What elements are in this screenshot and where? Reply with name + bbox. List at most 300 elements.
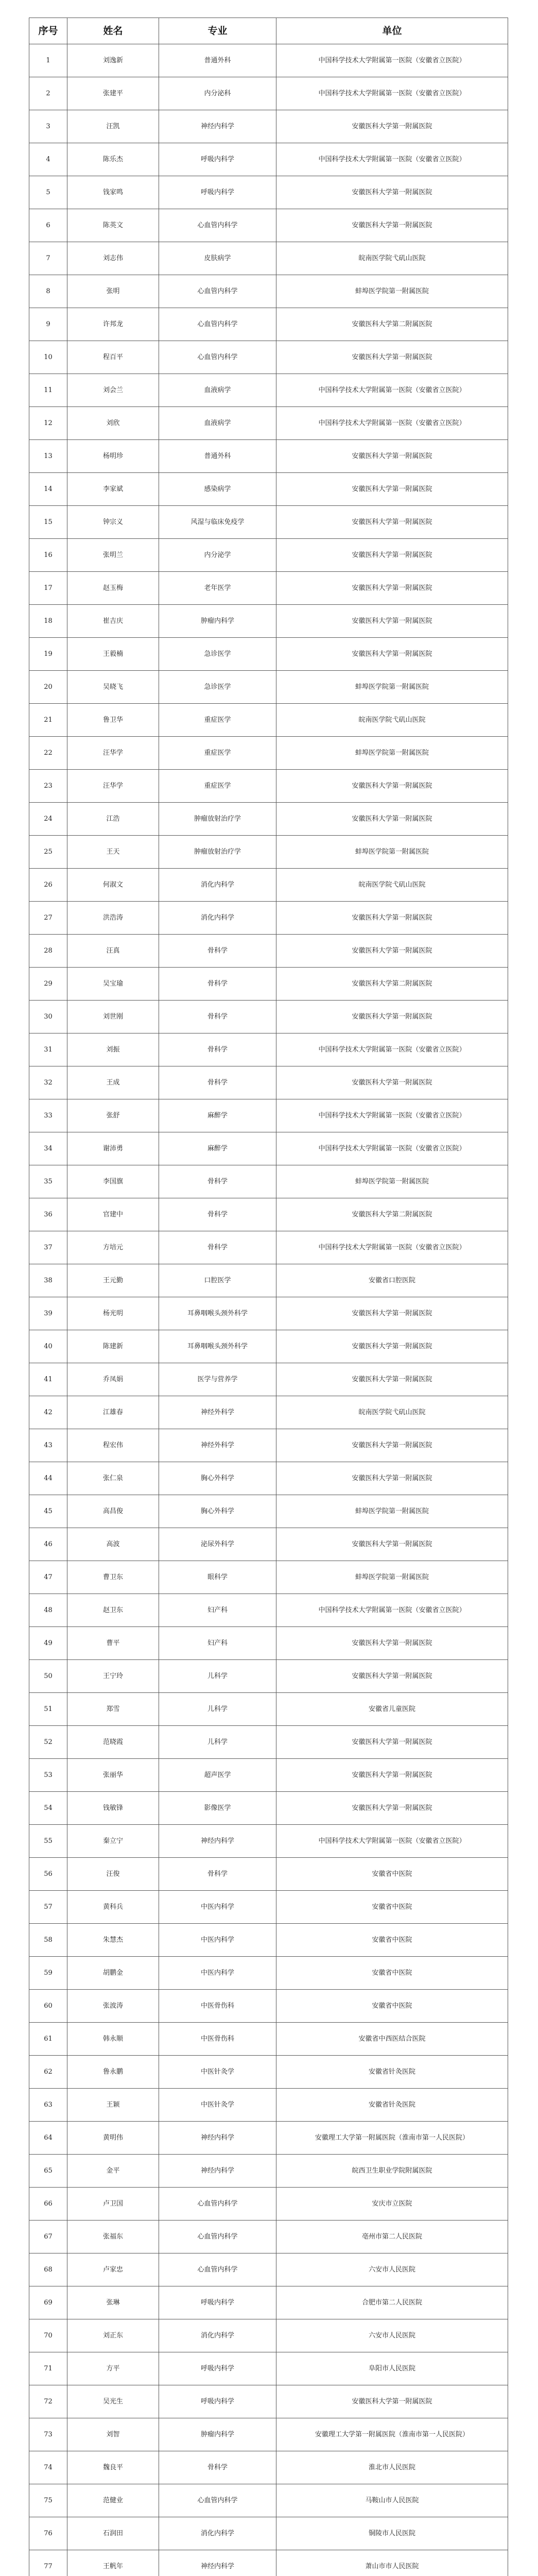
cell-specialty: 血液病学 bbox=[159, 407, 276, 440]
table-row bbox=[29, 1594, 508, 1627]
cell-unit: 合肥市第二人民医院 bbox=[276, 2286, 508, 2319]
cell-index: 49 bbox=[29, 1627, 67, 1660]
cell-unit: 安徽省中医院 bbox=[276, 1990, 508, 2023]
cell-name: 钱敏锋 bbox=[67, 1792, 159, 1825]
cell-index: 50 bbox=[29, 1660, 67, 1693]
cell-specialty: 呼吸内科学 bbox=[159, 2352, 276, 2385]
cell-unit: 中国科学技术大学附属第一医院（安徽省立医院） bbox=[276, 1132, 508, 1165]
table-row bbox=[29, 143, 508, 176]
table-row bbox=[29, 1924, 508, 1957]
cell-index: 74 bbox=[29, 2451, 67, 2484]
cell-specialty: 骨科学 bbox=[159, 968, 276, 1001]
cell-specialty: 中医骨伤科 bbox=[159, 1990, 276, 2023]
cell-unit: 蚌埠医学院第一附属医院 bbox=[276, 671, 508, 704]
cell-index: 13 bbox=[29, 440, 67, 473]
table-row bbox=[29, 77, 508, 110]
cell-name: 张明 bbox=[67, 275, 159, 308]
cell-name: 江浩 bbox=[67, 803, 159, 836]
table-row bbox=[29, 737, 508, 770]
cell-unit: 中国科学技术大学附属第一医院（安徽省立医院） bbox=[276, 143, 508, 176]
cell-unit: 中国科学技术大学附属第一医院（安徽省立医院） bbox=[276, 1825, 508, 1858]
cell-specialty: 骨科学 bbox=[159, 1231, 276, 1264]
cell-name: 许邦龙 bbox=[67, 308, 159, 341]
cell-specialty: 骨科学 bbox=[159, 1198, 276, 1231]
cell-unit: 安徽医科大学第二附属医院 bbox=[276, 1198, 508, 1231]
cell-index: 25 bbox=[29, 836, 67, 869]
cell-index: 16 bbox=[29, 539, 67, 572]
cell-index: 70 bbox=[29, 2319, 67, 2352]
table-row bbox=[29, 2089, 508, 2122]
cell-unit: 安徽省针灸医院 bbox=[276, 2089, 508, 2122]
cell-unit: 皖南医学院弋矶山医院 bbox=[276, 242, 508, 275]
cell-name: 崔吉庆 bbox=[67, 605, 159, 638]
cell-index: 56 bbox=[29, 1858, 67, 1891]
cell-index: 73 bbox=[29, 2418, 67, 2451]
cell-specialty: 医学与营养学 bbox=[159, 1363, 276, 1396]
cell-index: 60 bbox=[29, 1990, 67, 2023]
table-row bbox=[29, 1330, 508, 1363]
table-row bbox=[29, 572, 508, 605]
cell-specialty: 儿科学 bbox=[159, 1660, 276, 1693]
cell-name: 杨光明 bbox=[67, 1297, 159, 1330]
table-row bbox=[29, 2155, 508, 2188]
cell-name: 秦立宁 bbox=[67, 1825, 159, 1858]
cell-name: 刘正东 bbox=[67, 2319, 159, 2352]
table-row bbox=[29, 473, 508, 506]
cell-index: 1 bbox=[29, 44, 67, 77]
cell-index: 39 bbox=[29, 1297, 67, 1330]
table-row bbox=[29, 1429, 508, 1462]
cell-name: 张波涛 bbox=[67, 1990, 159, 2023]
table-row bbox=[29, 1231, 508, 1264]
cell-unit: 安徽医科大学第一附属医院 bbox=[276, 473, 508, 506]
cell-specialty: 感染病学 bbox=[159, 473, 276, 506]
cell-index: 9 bbox=[29, 308, 67, 341]
cell-unit: 中国科学技术大学附属第一医院（安徽省立医院） bbox=[276, 1231, 508, 1264]
header-specialty: 专业 bbox=[159, 18, 276, 44]
cell-unit: 安徽省儿童医院 bbox=[276, 1693, 508, 1726]
table-row bbox=[29, 275, 508, 308]
cell-index: 65 bbox=[29, 2155, 67, 2188]
table-row bbox=[29, 1693, 508, 1726]
cell-index: 61 bbox=[29, 2023, 67, 2056]
cell-index: 31 bbox=[29, 1033, 67, 1066]
cell-name: 王成 bbox=[67, 1066, 159, 1099]
cell-index: 69 bbox=[29, 2286, 67, 2319]
table-row bbox=[29, 1792, 508, 1825]
cell-name: 胡鹏金 bbox=[67, 1957, 159, 1990]
cell-unit: 蚌埠医学院第一附属医院 bbox=[276, 1561, 508, 1594]
table-row bbox=[29, 1627, 508, 1660]
cell-specialty: 普通外科 bbox=[159, 44, 276, 77]
cell-specialty: 麻醉学 bbox=[159, 1099, 276, 1132]
cell-name: 汪凯 bbox=[67, 110, 159, 143]
cell-unit: 六安市人民医院 bbox=[276, 2253, 508, 2286]
cell-specialty: 呼吸内科学 bbox=[159, 2385, 276, 2418]
cell-name: 何淑文 bbox=[67, 869, 159, 902]
cell-index: 72 bbox=[29, 2385, 67, 2418]
cell-specialty: 耳鼻咽喉头颈外科学 bbox=[159, 1330, 276, 1363]
table-row bbox=[29, 1066, 508, 1099]
cell-unit: 安徽医科大学第一附属医院 bbox=[276, 440, 508, 473]
cell-specialty: 重症医学 bbox=[159, 704, 276, 737]
cell-unit: 安徽省中西医结合医院 bbox=[276, 2023, 508, 2056]
cell-specialty: 妇产科 bbox=[159, 1627, 276, 1660]
table-row bbox=[29, 2451, 508, 2484]
cell-unit: 安徽医科大学第一附属医院 bbox=[276, 770, 508, 803]
cell-index: 62 bbox=[29, 2056, 67, 2089]
cell-unit: 安徽理工大学第一附属医院（淮南市第一人民医院） bbox=[276, 2418, 508, 2451]
cell-index: 77 bbox=[29, 2550, 67, 2576]
cell-index: 33 bbox=[29, 1099, 67, 1132]
cell-name: 钟宗义 bbox=[67, 506, 159, 539]
cell-unit: 安徽医科大学第一附属医院 bbox=[276, 1726, 508, 1759]
cell-unit: 亳州市第二人民医院 bbox=[276, 2221, 508, 2253]
table-row bbox=[29, 1132, 508, 1165]
cell-index: 59 bbox=[29, 1957, 67, 1990]
table-row bbox=[29, 110, 508, 143]
cell-name: 杨明珍 bbox=[67, 440, 159, 473]
cell-unit: 安庆市立医院 bbox=[276, 2188, 508, 2221]
cell-index: 63 bbox=[29, 2089, 67, 2122]
cell-unit: 皖西卫生职业学院附属医院 bbox=[276, 2155, 508, 2188]
table-row bbox=[29, 2253, 508, 2286]
cell-index: 8 bbox=[29, 275, 67, 308]
cell-unit: 安徽医科大学第一附属医院 bbox=[276, 1330, 508, 1363]
cell-specialty: 重症医学 bbox=[159, 737, 276, 770]
cell-unit: 安徽医科大学第一附属医院 bbox=[276, 1297, 508, 1330]
cell-specialty: 呼吸内科学 bbox=[159, 176, 276, 209]
cell-name: 黄科兵 bbox=[67, 1891, 159, 1924]
cell-unit: 皖南医学院弋矶山医院 bbox=[276, 869, 508, 902]
cell-unit: 安徽省中医院 bbox=[276, 1858, 508, 1891]
cell-name: 刘逸新 bbox=[67, 44, 159, 77]
cell-specialty: 中医内科学 bbox=[159, 1891, 276, 1924]
cell-index: 4 bbox=[29, 143, 67, 176]
cell-index: 43 bbox=[29, 1429, 67, 1462]
cell-index: 47 bbox=[29, 1561, 67, 1594]
cell-index: 15 bbox=[29, 506, 67, 539]
cell-specialty: 神经外科学 bbox=[159, 1396, 276, 1429]
cell-name: 王帆年 bbox=[67, 2550, 159, 2576]
cell-name: 王元勤 bbox=[67, 1264, 159, 1297]
cell-specialty: 麻醉学 bbox=[159, 1132, 276, 1165]
cell-name: 乔凤娟 bbox=[67, 1363, 159, 1396]
cell-name: 吴晓飞 bbox=[67, 671, 159, 704]
cell-unit: 中国科学技术大学附属第一医院（安徽省立医院） bbox=[276, 1033, 508, 1066]
cell-name: 刘振 bbox=[67, 1033, 159, 1066]
cell-index: 64 bbox=[29, 2122, 67, 2155]
cell-specialty: 肿瘤放射治疗学 bbox=[159, 803, 276, 836]
table-row bbox=[29, 440, 508, 473]
cell-name: 陈英文 bbox=[67, 209, 159, 242]
cell-index: 7 bbox=[29, 242, 67, 275]
cell-index: 45 bbox=[29, 1495, 67, 1528]
cell-index: 55 bbox=[29, 1825, 67, 1858]
cell-index: 53 bbox=[29, 1759, 67, 1792]
cell-name: 官建中 bbox=[67, 1198, 159, 1231]
cell-unit: 萧山市市人民医院 bbox=[276, 2550, 508, 2576]
cell-unit: 中国科学技术大学附属第一医院（安徽省立医院） bbox=[276, 407, 508, 440]
cell-index: 5 bbox=[29, 176, 67, 209]
cell-name: 鲁卫华 bbox=[67, 704, 159, 737]
cell-index: 67 bbox=[29, 2221, 67, 2253]
cell-specialty: 心血管内科学 bbox=[159, 2221, 276, 2253]
table-row bbox=[29, 770, 508, 803]
table-row bbox=[29, 902, 508, 935]
cell-unit: 阜阳市人民医院 bbox=[276, 2352, 508, 2385]
cell-index: 51 bbox=[29, 1693, 67, 1726]
table-row bbox=[29, 1165, 508, 1198]
cell-index: 54 bbox=[29, 1792, 67, 1825]
table-row bbox=[29, 2188, 508, 2221]
cell-specialty: 心血管内科学 bbox=[159, 2253, 276, 2286]
cell-name: 曹卫东 bbox=[67, 1561, 159, 1594]
cell-unit: 安徽医科大学第一附属医院 bbox=[276, 1429, 508, 1462]
cell-index: 38 bbox=[29, 1264, 67, 1297]
table-row bbox=[29, 2385, 508, 2418]
table-row bbox=[29, 308, 508, 341]
cell-name: 高波 bbox=[67, 1528, 159, 1561]
table-row bbox=[29, 2056, 508, 2089]
table-row bbox=[29, 1957, 508, 1990]
cell-name: 陈建新 bbox=[67, 1330, 159, 1363]
cell-name: 谢沛勇 bbox=[67, 1132, 159, 1165]
cell-unit: 蚌埠医学院第一附属医院 bbox=[276, 1495, 508, 1528]
cell-specialty: 风湿与临床免疫学 bbox=[159, 506, 276, 539]
table-row bbox=[29, 2484, 508, 2517]
table-row bbox=[29, 1495, 508, 1528]
cell-name: 王天 bbox=[67, 836, 159, 869]
cell-index: 75 bbox=[29, 2484, 67, 2517]
cell-specialty: 心血管内科学 bbox=[159, 2484, 276, 2517]
table-row bbox=[29, 2517, 508, 2550]
cell-unit: 安徽医科大学第一附属医院 bbox=[276, 539, 508, 572]
cell-index: 2 bbox=[29, 77, 67, 110]
table-row bbox=[29, 2023, 508, 2056]
cell-name: 王颖 bbox=[67, 2089, 159, 2122]
cell-specialty: 神经外科学 bbox=[159, 1429, 276, 1462]
table-row bbox=[29, 2286, 508, 2319]
cell-specialty: 心血管内科学 bbox=[159, 2188, 276, 2221]
cell-name: 刘欣 bbox=[67, 407, 159, 440]
cell-specialty: 神经内科学 bbox=[159, 2155, 276, 2188]
table-row bbox=[29, 1099, 508, 1132]
table-row bbox=[29, 2352, 508, 2385]
table-row bbox=[29, 506, 508, 539]
cell-index: 46 bbox=[29, 1528, 67, 1561]
cell-specialty: 神经内科学 bbox=[159, 2550, 276, 2576]
personnel-table bbox=[29, 18, 508, 2576]
table-row bbox=[29, 803, 508, 836]
cell-index: 36 bbox=[29, 1198, 67, 1231]
table-row bbox=[29, 1990, 508, 2023]
cell-name: 汪华学 bbox=[67, 737, 159, 770]
cell-unit: 安徽医科大学第一附属医院 bbox=[276, 638, 508, 671]
cell-name: 卢卫国 bbox=[67, 2188, 159, 2221]
cell-index: 32 bbox=[29, 1066, 67, 1099]
table-row bbox=[29, 209, 508, 242]
table-row bbox=[29, 1759, 508, 1792]
cell-name: 张福东 bbox=[67, 2221, 159, 2253]
cell-unit: 安徽医科大学第一附属医院 bbox=[276, 803, 508, 836]
cell-index: 20 bbox=[29, 671, 67, 704]
cell-index: 71 bbox=[29, 2352, 67, 2385]
cell-specialty: 骨科学 bbox=[159, 1858, 276, 1891]
cell-name: 汪华学 bbox=[67, 770, 159, 803]
header-unit: 单位 bbox=[276, 18, 508, 44]
cell-unit: 安徽医科大学第一附属医院 bbox=[276, 341, 508, 374]
cell-index: 35 bbox=[29, 1165, 67, 1198]
cell-specialty: 神经内科学 bbox=[159, 1825, 276, 1858]
cell-unit: 安徽医科大学第一附属医院 bbox=[276, 506, 508, 539]
table-row bbox=[29, 1561, 508, 1594]
cell-specialty: 儿科学 bbox=[159, 1693, 276, 1726]
table-row bbox=[29, 176, 508, 209]
cell-unit: 安徽医科大学第一附属医院 bbox=[276, 1627, 508, 1660]
cell-specialty: 肿瘤放射治疗学 bbox=[159, 836, 276, 869]
cell-name: 郑雪 bbox=[67, 1693, 159, 1726]
cell-specialty: 口腔医学 bbox=[159, 1264, 276, 1297]
cell-index: 6 bbox=[29, 209, 67, 242]
cell-index: 11 bbox=[29, 374, 67, 407]
cell-specialty: 消化内科学 bbox=[159, 2517, 276, 2550]
cell-index: 29 bbox=[29, 968, 67, 1001]
cell-unit: 铜陵市人民医院 bbox=[276, 2517, 508, 2550]
table-row bbox=[29, 638, 508, 671]
cell-name: 张琳 bbox=[67, 2286, 159, 2319]
cell-specialty: 内分泌科 bbox=[159, 77, 276, 110]
table-row bbox=[29, 1825, 508, 1858]
cell-specialty: 呼吸内科学 bbox=[159, 2286, 276, 2319]
cell-name: 吴宝瑜 bbox=[67, 968, 159, 1001]
cell-name: 程宏伟 bbox=[67, 1429, 159, 1462]
table-row bbox=[29, 2550, 508, 2576]
cell-name: 王毅楠 bbox=[67, 638, 159, 671]
cell-name: 程百平 bbox=[67, 341, 159, 374]
cell-unit: 安徽医科大学第一附属医院 bbox=[276, 1066, 508, 1099]
cell-unit: 皖南医学院弋矶山医院 bbox=[276, 1396, 508, 1429]
cell-index: 42 bbox=[29, 1396, 67, 1429]
cell-index: 23 bbox=[29, 770, 67, 803]
cell-index: 24 bbox=[29, 803, 67, 836]
cell-specialty: 内分泌学 bbox=[159, 539, 276, 572]
cell-unit: 蚌埠医学院第一附属医院 bbox=[276, 1165, 508, 1198]
cell-name: 高昌俊 bbox=[67, 1495, 159, 1528]
cell-unit: 蚌埠医学院第一附属医院 bbox=[276, 836, 508, 869]
table-row bbox=[29, 671, 508, 704]
cell-index: 34 bbox=[29, 1132, 67, 1165]
cell-index: 58 bbox=[29, 1924, 67, 1957]
cell-unit: 中国科学技术大学附属第一医院（安徽省立医院） bbox=[276, 44, 508, 77]
cell-specialty: 骨科学 bbox=[159, 1066, 276, 1099]
cell-specialty: 骨科学 bbox=[159, 2451, 276, 2484]
cell-specialty: 中医内科学 bbox=[159, 1957, 276, 1990]
cell-index: 66 bbox=[29, 2188, 67, 2221]
cell-name: 李国旗 bbox=[67, 1165, 159, 1198]
cell-unit: 蚌埠医学院第一附属医院 bbox=[276, 275, 508, 308]
cell-index: 12 bbox=[29, 407, 67, 440]
cell-unit: 安徽医科大学第一附属医院 bbox=[276, 176, 508, 209]
cell-name: 吴光生 bbox=[67, 2385, 159, 2418]
cell-specialty: 胸心外科学 bbox=[159, 1495, 276, 1528]
header-row bbox=[29, 18, 508, 44]
cell-specialty: 皮肤病学 bbox=[159, 242, 276, 275]
table-row bbox=[29, 1198, 508, 1231]
cell-unit: 安徽医科大学第二附属医院 bbox=[276, 308, 508, 341]
table-row bbox=[29, 1297, 508, 1330]
table-row bbox=[29, 704, 508, 737]
cell-name: 张建平 bbox=[67, 77, 159, 110]
cell-specialty: 骨科学 bbox=[159, 1165, 276, 1198]
table-row bbox=[29, 1363, 508, 1396]
cell-name: 赵卫东 bbox=[67, 1594, 159, 1627]
table-row bbox=[29, 539, 508, 572]
cell-name: 鲁永鹏 bbox=[67, 2056, 159, 2089]
cell-specialty: 神经内科学 bbox=[159, 110, 276, 143]
cell-unit: 安徽医科大学第一附属医院 bbox=[276, 2385, 508, 2418]
cell-unit: 安徽医科大学第一附属医院 bbox=[276, 902, 508, 935]
table-body bbox=[29, 44, 508, 2576]
cell-index: 22 bbox=[29, 737, 67, 770]
cell-specialty: 消化内科学 bbox=[159, 869, 276, 902]
table-row bbox=[29, 605, 508, 638]
table-row bbox=[29, 1396, 508, 1429]
table-row bbox=[29, 1462, 508, 1495]
cell-name: 方培元 bbox=[67, 1231, 159, 1264]
cell-index: 41 bbox=[29, 1363, 67, 1396]
cell-specialty: 消化内科学 bbox=[159, 2319, 276, 2352]
cell-unit: 中国科学技术大学附属第一医院（安徽省立医院） bbox=[276, 77, 508, 110]
cell-specialty: 肿瘤内科学 bbox=[159, 605, 276, 638]
table-row bbox=[29, 2418, 508, 2451]
cell-index: 52 bbox=[29, 1726, 67, 1759]
cell-index: 48 bbox=[29, 1594, 67, 1627]
table-row bbox=[29, 935, 508, 968]
table-row bbox=[29, 242, 508, 275]
cell-specialty: 骨科学 bbox=[159, 935, 276, 968]
cell-name: 陈乐杰 bbox=[67, 143, 159, 176]
cell-specialty: 心血管内科学 bbox=[159, 209, 276, 242]
cell-name: 刘智 bbox=[67, 2418, 159, 2451]
cell-specialty: 中医针灸学 bbox=[159, 2089, 276, 2122]
cell-unit: 安徽医科大学第一附属医院 bbox=[276, 1001, 508, 1033]
cell-specialty: 急诊医学 bbox=[159, 671, 276, 704]
table-row bbox=[29, 968, 508, 1001]
table-row bbox=[29, 1660, 508, 1693]
cell-index: 30 bbox=[29, 1001, 67, 1033]
table-row bbox=[29, 2122, 508, 2155]
table-row bbox=[29, 1726, 508, 1759]
cell-unit: 中国科学技术大学附属第一医院（安徽省立医院） bbox=[276, 1594, 508, 1627]
cell-unit: 安徽医科大学第一附属医院 bbox=[276, 209, 508, 242]
cell-specialty: 心血管内科学 bbox=[159, 275, 276, 308]
cell-name: 魏良平 bbox=[67, 2451, 159, 2484]
table-row bbox=[29, 407, 508, 440]
cell-name: 赵玉梅 bbox=[67, 572, 159, 605]
cell-specialty: 妇产科 bbox=[159, 1594, 276, 1627]
cell-specialty: 影像医学 bbox=[159, 1792, 276, 1825]
table-row bbox=[29, 374, 508, 407]
table-row bbox=[29, 1264, 508, 1297]
table-row bbox=[29, 1528, 508, 1561]
cell-specialty: 急诊医学 bbox=[159, 638, 276, 671]
cell-unit: 安徽医科大学第二附属医院 bbox=[276, 968, 508, 1001]
cell-specialty: 儿科学 bbox=[159, 1726, 276, 1759]
cell-specialty: 中医骨伤科 bbox=[159, 2023, 276, 2056]
table-row bbox=[29, 1033, 508, 1066]
cell-unit: 蚌埠医学院第一附属医院 bbox=[276, 737, 508, 770]
